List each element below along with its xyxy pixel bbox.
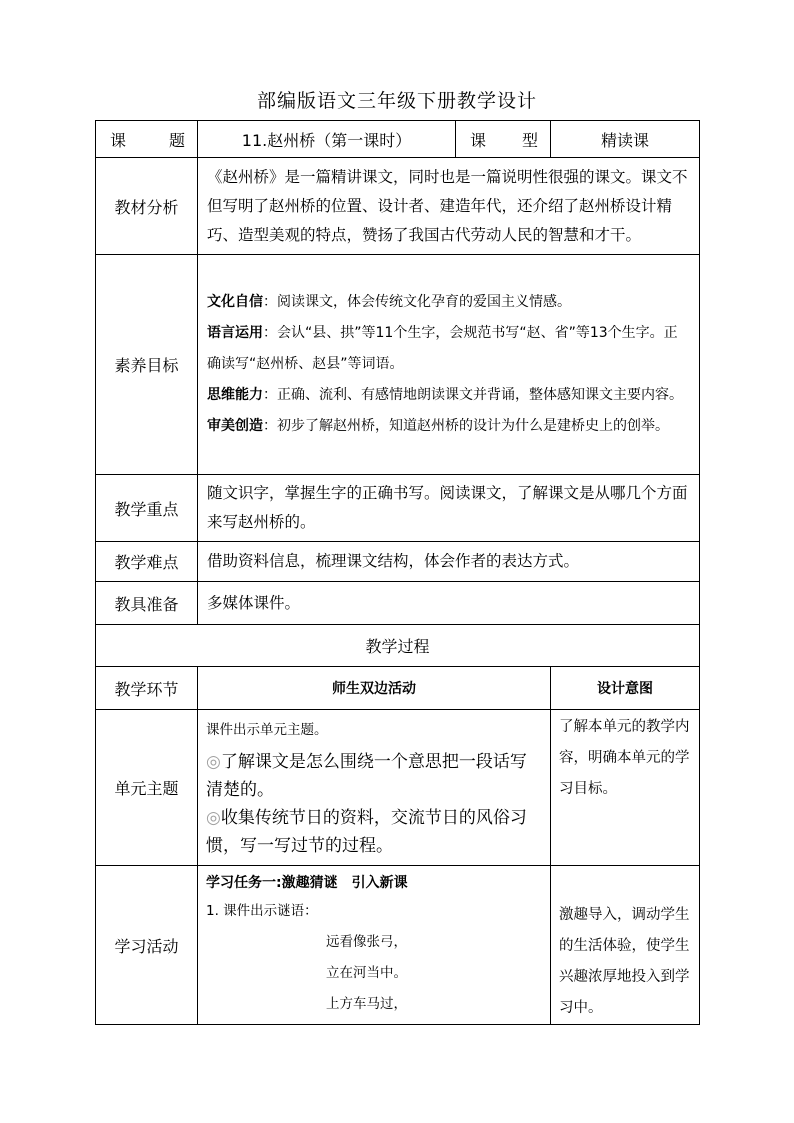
objectives-row [96, 255, 700, 475]
objective-thinking: 思维能力：正确、流利、有感情地朗读课文并背诵，整体感知课文主要内容。 [207, 387, 683, 403]
materials-row [96, 582, 700, 625]
objectives-label: 素养目标 [96, 255, 198, 475]
materials-text: 多媒体课件。 [198, 582, 700, 625]
learning-activity [198, 866, 551, 1025]
topic-row [96, 121, 700, 158]
lesson-plan-table [95, 120, 700, 1025]
objective-language: 语言运用：会认“县、拱”等11个生字，会规范书写“赵、省”等13个生字。正确读写“赵州桥、赵县”等词语。 [207, 325, 678, 372]
col-intent-header: 设计意图 [551, 667, 700, 710]
key-points-row [96, 475, 700, 542]
topic-label-1: 课 [110, 130, 127, 150]
riddle-line-2: 立在河当中。 [326, 965, 407, 981]
type-label-2: 型 [521, 130, 538, 150]
process-title-row [96, 625, 700, 667]
learning-row [96, 866, 700, 1025]
key-points-label: 教学重点 [96, 475, 198, 542]
key-points-text: 随文识字，掌握生字的正确书写。阅读课文，了解课文是从哪几个方面来写赵州桥的。 [198, 475, 700, 542]
unit-theme-intent: 了解本单元的教学内容，明确本单元的学习目标。 [551, 710, 700, 866]
document-title: 部编版语文三年级下册教学设计 [256, 90, 537, 112]
process-header-row [96, 667, 700, 710]
difficulties-label: 教学难点 [96, 542, 198, 582]
analysis-label: 教材分析 [96, 158, 198, 255]
unit-theme-activity [198, 710, 551, 866]
col-activity-header: 师生双边活动 [198, 667, 551, 710]
objective-aesthetic: 审美创造：初步了解赵州桥，知道赵州桥的设计为什么是建桥史上的创举。 [207, 418, 669, 434]
topic-value: 11.赵州桥（第一课时） [198, 121, 456, 158]
difficulties-row [96, 542, 700, 582]
learning-task-title: 学习任务一:激趣猜谜 引入新课 [206, 875, 408, 891]
objective-culture: 文化自信：阅读课文，体会传统文化孕育的爱国主义情感。 [207, 294, 571, 310]
materials-label: 教具准备 [96, 582, 198, 625]
analysis-text: 《赵州桥》是一篇精讲课文，同时也是一篇说明性很强的课文。课文不但写明了赵州桥的位置、设计者、建造年代，还介绍了赵州桥设计精巧、造型美观的特点，赞扬了我国古代劳动人民的智慧和才干。 [198, 158, 700, 255]
analysis-row [96, 158, 700, 255]
circle-bullet-icon: ◎ [206, 808, 221, 828]
type-label-1: 课 [470, 130, 487, 150]
topic-label-cell [96, 121, 198, 158]
circle-bullet-icon: ◎ [206, 752, 221, 772]
col-stage-header: 教学环节 [96, 667, 198, 710]
objectives-list [198, 255, 700, 475]
riddle-line-3: 上方车马过， [326, 996, 407, 1012]
process-title: 教学过程 [96, 625, 700, 667]
unit-theme-row [96, 710, 700, 866]
difficulties-text: 借助资料信息，梳理课文结构，体会作者的表达方式。 [198, 542, 700, 582]
unit-theme-bullet-1: ◎了解课文是怎么围绕一个意思把一段话写清楚的。 [206, 752, 527, 800]
type-value: 精读课 [551, 121, 700, 158]
riddle-line-1: 远看像张弓， [326, 934, 407, 950]
unit-theme-label: 单元主题 [96, 710, 198, 866]
unit-theme-bullet-2: ◎收集传统节日的资料，交流节日的风俗习惯，写一写过节的过程。 [206, 808, 527, 856]
topic-label-2: 题 [168, 130, 185, 150]
learning-step-1: 1. 课件出示谜语： [206, 903, 318, 919]
type-label-cell [456, 121, 551, 158]
unit-theme-intro: 课件出示单元主题。 [206, 722, 328, 738]
learning-label: 学习活动 [96, 866, 198, 1025]
learning-intent: 激趣导入，调动学生的生活体验，使学生兴趣浓厚地投入到学习中。 [551, 866, 700, 1025]
